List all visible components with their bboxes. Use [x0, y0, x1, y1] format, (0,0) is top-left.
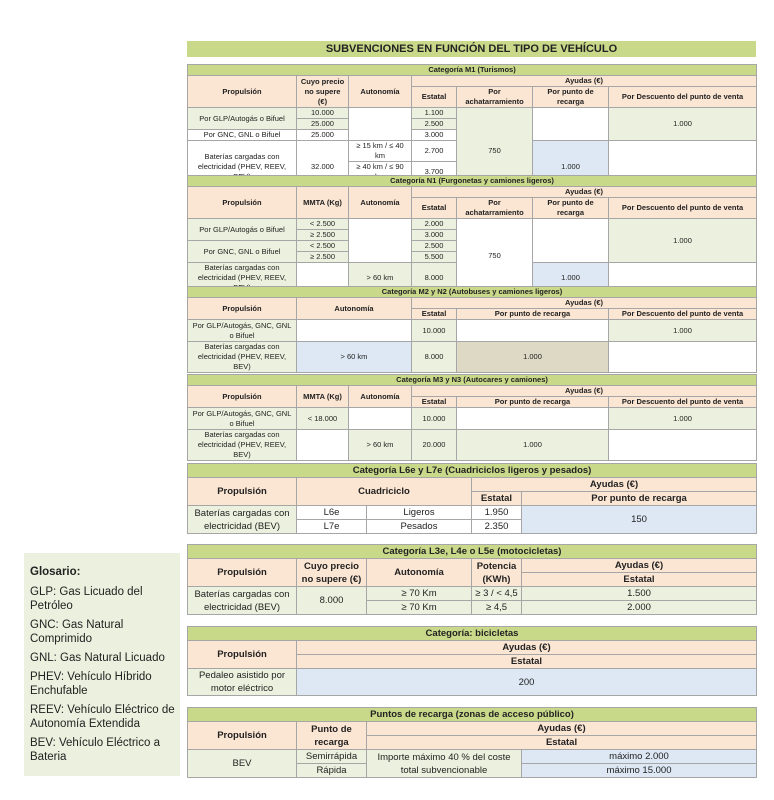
cell: máximo 2.000 [522, 750, 757, 764]
col-recarga: Por punto de recarga [457, 309, 609, 320]
cell: L6e [297, 506, 367, 520]
col-autonomia: Autonomía [297, 298, 412, 320]
cell: ≥ 4,5 [472, 601, 522, 615]
cell: ≥ 70 Km [367, 601, 472, 615]
cell: ≥ 2.500 [297, 252, 349, 263]
col-descuento: Por Descuento del punto de venta [609, 309, 757, 320]
cell: 8.000 [297, 587, 367, 615]
row-label: Pedaleo asistido por motor eléctrico [188, 669, 297, 696]
col-achatarramiento: Por achatarramiento [457, 198, 533, 219]
cell: ≥ 15 km / ≤ 40 km [349, 141, 412, 162]
row-label: Baterías cargadas con electricidad (PHEV, REEV, [188, 141, 297, 194]
cell [609, 430, 757, 461]
cell: 1.100 [412, 108, 457, 119]
glossary-panel [24, 553, 180, 776]
cell: L7e [297, 520, 367, 534]
col-potencia: Potencia (KWh) [472, 559, 522, 587]
table-puntos-recarga [187, 707, 757, 778]
col-autonomia: Autonomía [349, 187, 412, 219]
table-l3e-l5e [187, 544, 757, 615]
col-estatal: Estatal [472, 492, 522, 506]
glossary-item: GNL: Gas Natural Licuado [30, 652, 165, 664]
col-estatal: Estatal [297, 655, 757, 669]
col-descuento: Por Descuento del punto de venta [609, 87, 757, 108]
cell [349, 108, 412, 141]
cell: ≥ 70 Km [367, 587, 472, 601]
cell: 1.000 [609, 108, 757, 141]
cell [533, 108, 609, 141]
col-estatal: Estatal [412, 198, 457, 219]
col-precio: Cuyo precio no supere (€) [297, 76, 349, 108]
col-ayudas: Ayudas (€) [412, 187, 757, 198]
page-title: SUBVENCIONES EN FUNCIÓN DEL TIPO DE VEHÍCULO [187, 41, 756, 57]
cell: < 2.500 [297, 219, 349, 230]
cell: 8.000 [412, 342, 457, 373]
table-m2-n2 [187, 286, 757, 373]
row-label: Por GLP/Autogás, GNC, GNL o Bifuel [188, 320, 297, 342]
cell: > 60 km [349, 430, 412, 461]
col-cuadriciclo: Cuadriciclo [297, 478, 472, 506]
row-label: BEV [188, 750, 297, 778]
row-label: Por GNC, GNL o Bifuel [188, 241, 297, 263]
row-label: Por GLP/Autogás, GNC, GNL o Bifuel [188, 408, 297, 430]
cell: 2.350 [472, 520, 522, 534]
col-achatarramiento: Por achatarramiento [457, 87, 533, 108]
cell: 10.000 [412, 408, 457, 430]
col-autonomia: Autonomía [367, 559, 472, 587]
row-label: Baterías cargadas con electricidad (PHEV, REEV, BEV) [188, 430, 297, 461]
row-label: Por GLP/Autogás o Bifuel [188, 108, 297, 130]
col-autonomia: Autonomía [349, 76, 412, 108]
col-estatal: Estatal [367, 736, 757, 750]
row-label: Por GNC, GNL o Bifuel [188, 130, 297, 141]
col-estatal: Estatal [412, 87, 457, 108]
table-l6e-l7e [187, 463, 757, 534]
col-descuento: Por Descuento del punto de venta [609, 198, 757, 219]
col-ayudas: Ayudas (€) [412, 386, 757, 397]
glossary-item: GNC: Gas Natural Comprimido [30, 619, 124, 645]
col-propulsion: Propulsión [188, 298, 297, 320]
category-header: Categoría: bicicletas [188, 627, 757, 641]
category-header: Categoría M3 y N3 (Autocares y camiones) [188, 375, 757, 386]
cell [609, 342, 757, 373]
cell: 32.000 [297, 141, 349, 194]
cell: 3.700 [412, 162, 457, 183]
cell: 1.000 [609, 219, 757, 263]
category-header: Categoría L6e y L7e (Cuadriciclos ligeros y pesados) [188, 464, 757, 478]
col-estatal: Estatal [412, 309, 457, 320]
cell: ≥ 3 / < 4,5 [472, 587, 522, 601]
glossary-item: PHEV: Vehículo Híbrido Enchufable [30, 671, 152, 697]
col-ayudas: Ayudas (€) [412, 298, 757, 309]
category-header: Categoría N1 (Furgonetas y camiones ligeros) [188, 176, 757, 187]
col-descuento: Por Descuento del punto de venta [609, 397, 757, 408]
col-propulsion: Propulsión [188, 559, 297, 587]
category-header: Categoría M1 (Turismos) [188, 65, 757, 76]
table-n1 [187, 175, 757, 294]
cell [349, 219, 412, 263]
cell: 1.000 [457, 342, 609, 373]
row-label: Baterías cargadas con electricidad (BEV) [188, 587, 297, 615]
category-header: Puntos de recarga (zonas de acceso público) [188, 708, 757, 722]
cell: 1.000 [533, 263, 609, 294]
col-propulsion: Propulsión [188, 76, 297, 108]
col-recarga: Por punto de recarga [457, 397, 609, 408]
cell: máximo 15.000 [522, 764, 757, 778]
cell: ≥ 40 km / ≤ 90 [349, 162, 412, 183]
cell [457, 408, 609, 430]
cell: 10.000 [297, 108, 349, 119]
cell: 1.000 [609, 408, 757, 430]
cell: 8.000 [412, 263, 457, 294]
col-ayudas: Ayudas (€) [367, 722, 757, 736]
col-propulsion: Propulsión [188, 722, 297, 750]
cell: < 18.000 [297, 408, 349, 430]
col-recarga: Por punto de recarga [522, 492, 757, 506]
cell: 1.000 [457, 430, 609, 461]
glossary-title: Glosario: [30, 566, 81, 578]
cell: Pesados [367, 520, 472, 534]
cell [297, 430, 349, 461]
row-label: Por GLP/Autogás o Bifuel [188, 219, 297, 241]
cell: 2.500 [412, 241, 457, 252]
cell: > 60 km [297, 342, 412, 373]
row-label: Baterías cargadas con electricidad (PHEV, REEV, [188, 263, 297, 294]
col-ayudas: Ayudas (€) [412, 76, 757, 87]
glossary-item: REEV: Vehículo Eléctrico de Autonomía Extendida [30, 704, 175, 730]
col-estatal: Estatal [412, 397, 457, 408]
col-precio: Cuyo precio no supere (€) [297, 559, 367, 587]
cell: Semirrápida [297, 750, 367, 764]
cell [533, 219, 609, 263]
cell: 1.000 [533, 141, 609, 194]
cell: Ligeros [367, 506, 472, 520]
category-header: Categoría L3e, L4e o L5e (motocicletas) [188, 545, 757, 559]
cell [297, 320, 412, 342]
cell: 2.700 [412, 141, 457, 162]
category-header: Categoría M2 y N2 (Autobuses y camiones ligeros) [188, 287, 757, 298]
cell: > 60 km [349, 263, 412, 294]
cell: < 2.500 [297, 241, 349, 252]
cell: 750 [457, 219, 533, 294]
cell: 1.000 [609, 320, 757, 342]
col-punto: Punto de recarga [297, 722, 367, 750]
cell: 5.500 [412, 252, 457, 263]
col-ayudas: Ayudas (€) [472, 478, 757, 492]
cell: 1.500 [522, 587, 757, 601]
col-propulsion: Propulsión [188, 386, 297, 408]
col-propulsion: Propulsión [188, 641, 297, 669]
row-label: Baterías cargadas con electricidad (PHEV, REEV, BEV) [188, 342, 297, 373]
col-propulsion: Propulsión [188, 478, 297, 506]
row-label: Baterías cargadas con electricidad (BEV) [188, 506, 297, 534]
cell: 10.000 [412, 320, 457, 342]
cell: 2.000 [412, 219, 457, 230]
col-ayudas: Ayudas (€) [522, 559, 757, 573]
col-ayudas: Ayudas (€) [297, 641, 757, 655]
cell: 25.000 [297, 130, 349, 141]
cell: 3.000 [412, 130, 457, 141]
cell [349, 408, 412, 430]
table-bicicletas [187, 626, 757, 696]
col-mmta: MMTA (Kg) [297, 386, 349, 408]
cell: Rápida [297, 764, 367, 778]
cell: 2.500 [412, 119, 457, 130]
cell: 2.000 [522, 601, 757, 615]
cell: 25.000 [297, 119, 349, 130]
cell: ≥ 2.500 [297, 230, 349, 241]
col-mmta: MMTA (Kg) [297, 187, 349, 219]
col-recarga: Por punto de recarga [533, 87, 609, 108]
cell: Importe máximo 40 % del coste total subvencionable [367, 750, 522, 778]
col-recarga: Por punto de recarga [533, 198, 609, 219]
cell: 3.000 [412, 230, 457, 241]
cell: 20.000 [412, 430, 457, 461]
cell: 750 [457, 108, 533, 194]
cell: 200 [297, 669, 757, 696]
cell: 150 [522, 506, 757, 534]
table-m3-n3 [187, 374, 757, 461]
glossary-item: GLP: Gas Licuado del Petróleo [30, 586, 143, 612]
cell [457, 320, 609, 342]
col-autonomia: Autonomía [349, 386, 412, 408]
glossary-item: BEV: Vehículo Eléctrico a Bateria [30, 737, 160, 763]
col-estatal: Estatal [522, 573, 757, 587]
col-propulsion: Propulsión [188, 187, 297, 219]
cell: 1.950 [472, 506, 522, 520]
